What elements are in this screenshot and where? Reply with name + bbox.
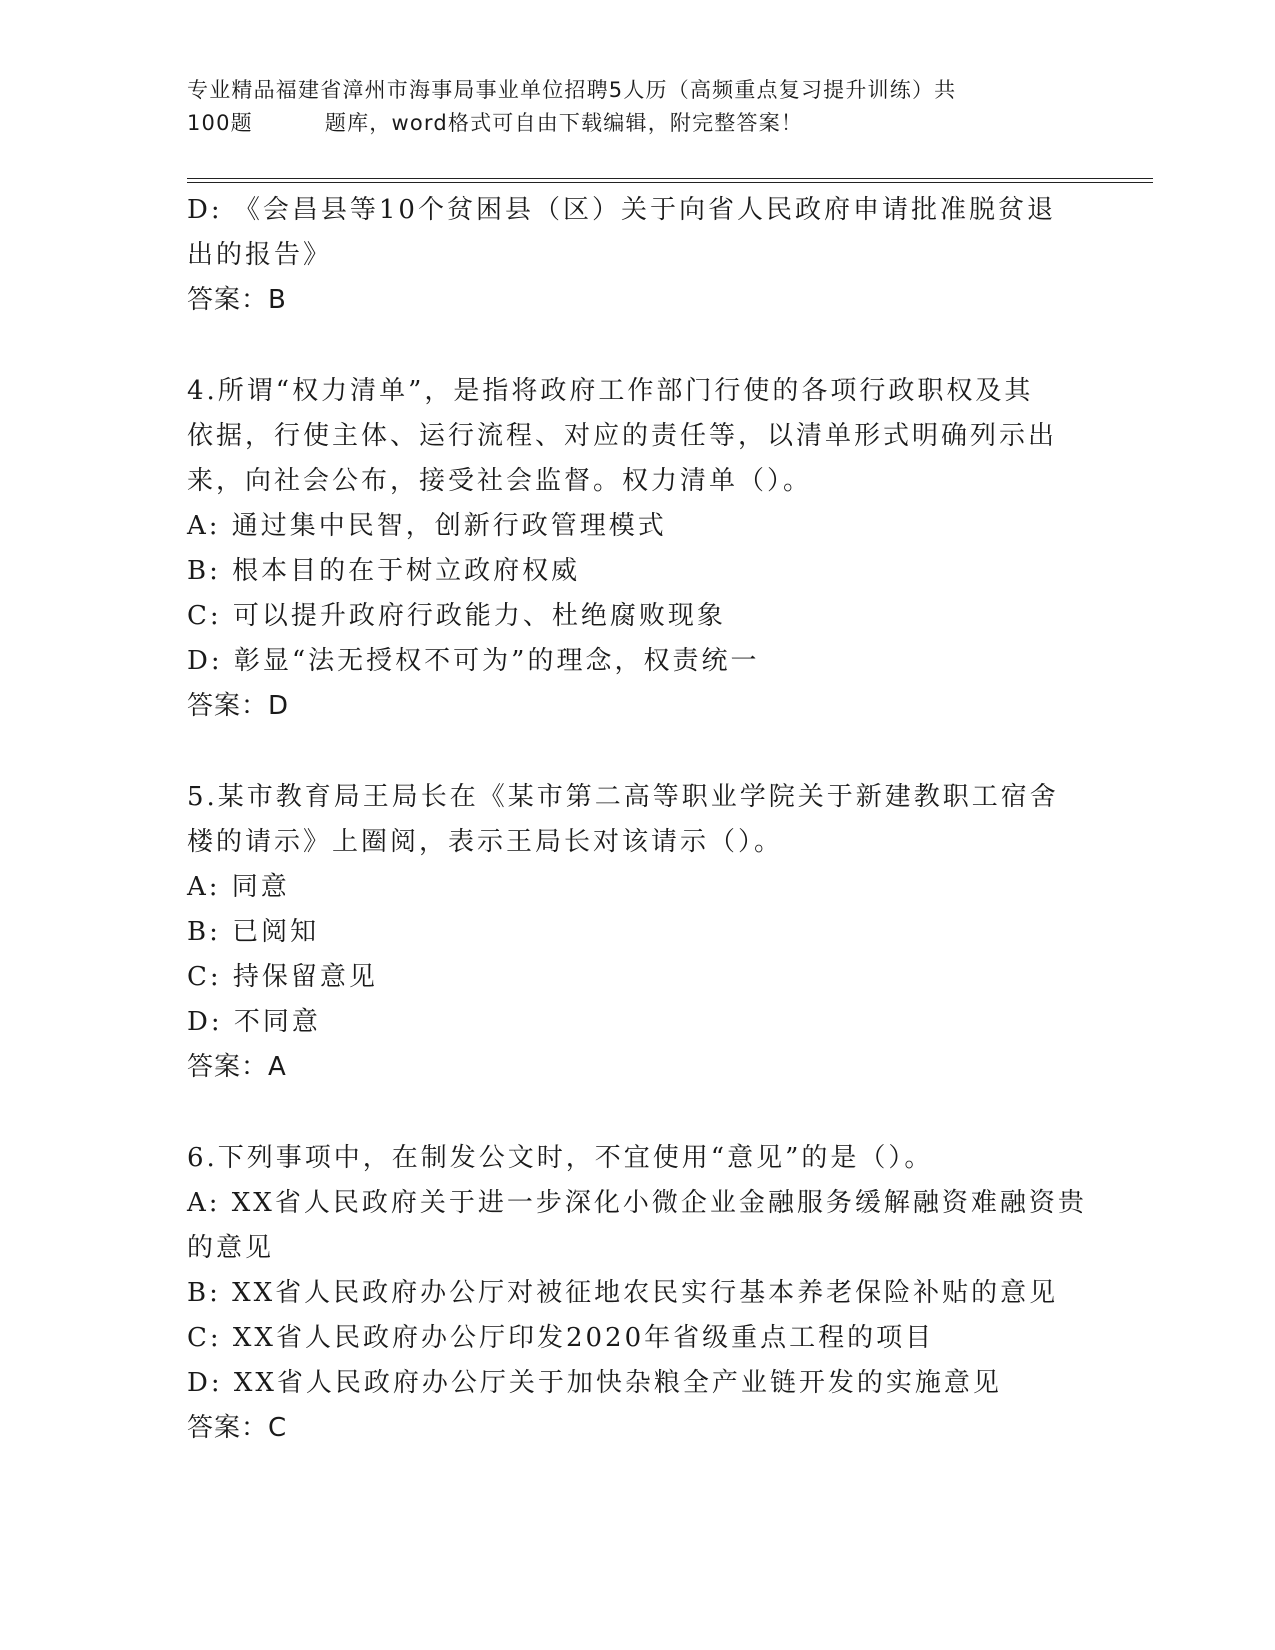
header-title-line1: 专业精品福建省漳州市海事局事业单位招聘5人历（高频重点复习提升训练）共 <box>187 78 957 102</box>
question-4 <box>187 369 1087 729</box>
q6-stem-line1: 6.下列事项中，在制发公文时，不宜使用“意见”的是（）。 <box>187 1143 934 1173</box>
q5-answer: 答案：A <box>187 1052 287 1082</box>
q6-option-c: C: XX省人民政府办公厅印发2020年省级重点工程的项目 <box>187 1323 935 1353</box>
question-6 <box>187 1136 1087 1451</box>
q4-stem-line3: 来，向社会公布，接受社会监督。权力清单（）。 <box>187 466 813 496</box>
q4-option-a: A: 通过集中民智，创新行政管理模式 <box>187 511 667 541</box>
q5-option-a: A: 同意 <box>187 872 290 902</box>
question-3-tail <box>187 188 1087 323</box>
header-subtitle: 题库，word格式可自由下载编辑，附完整答案！ <box>324 111 804 135</box>
q5-stem-line2: 楼的请示》上圈阅，表示王局长对该请示（）。 <box>187 827 784 857</box>
question-content <box>187 188 1087 1451</box>
q5-option-d: D: 不同意 <box>187 1007 321 1037</box>
header-divider-bottom <box>187 182 1153 183</box>
q3-answer: 答案：B <box>187 285 287 315</box>
header-title-line2 <box>187 107 1087 140</box>
header-count: 100题 <box>187 111 253 135</box>
document-header <box>187 74 1087 140</box>
q4-stem-line1: 4.所谓“权力清单”，是指将政府工作部门行使的各项行政职权及其 <box>187 376 1034 406</box>
q6-option-b: B: XX省人民政府办公厅对被征地农民实行基本养老保险补贴的意见 <box>187 1278 1059 1308</box>
q4-option-d: D: 彰显“法无授权不可为”的理念，权责统一 <box>187 646 760 676</box>
q3-option-d-line2: 出的报告》 <box>187 240 333 270</box>
question-5 <box>187 775 1087 1090</box>
q3-option-d-line1: D: 《会昌县等10个贫困县（区）关于向省人民政府申请批准脱贫退 <box>187 195 1056 225</box>
q5-stem-line1: 5.某市教育局王局长在《某市第二高等职业学院关于新建教职工宿舍 <box>187 782 1059 812</box>
q4-option-b: B: 根本目的在于树立政府权威 <box>187 556 581 586</box>
q4-answer: 答案：D <box>187 691 290 721</box>
q5-option-b: B: 已阅知 <box>187 917 320 947</box>
q4-option-c: C: 可以提升政府行政能力、杜绝腐败现象 <box>187 601 726 631</box>
q6-answer: 答案：C <box>187 1413 288 1443</box>
header-divider-top <box>187 178 1153 179</box>
q4-stem-line2: 依据，行使主体、运行流程、对应的责任等，以清单形式明确列示出 <box>187 421 1058 451</box>
q6-option-d: D: XX省人民政府办公厅关于加快杂粮全产业链开发的实施意见 <box>187 1368 1002 1398</box>
q6-option-a-line2: 的意见 <box>187 1233 275 1263</box>
q5-option-c: C: 持保留意见 <box>187 962 378 992</box>
q6-option-a-line1: A: XX省人民政府关于进一步深化小微企业金融服务缓解融资难融资贵 <box>187 1188 1087 1218</box>
